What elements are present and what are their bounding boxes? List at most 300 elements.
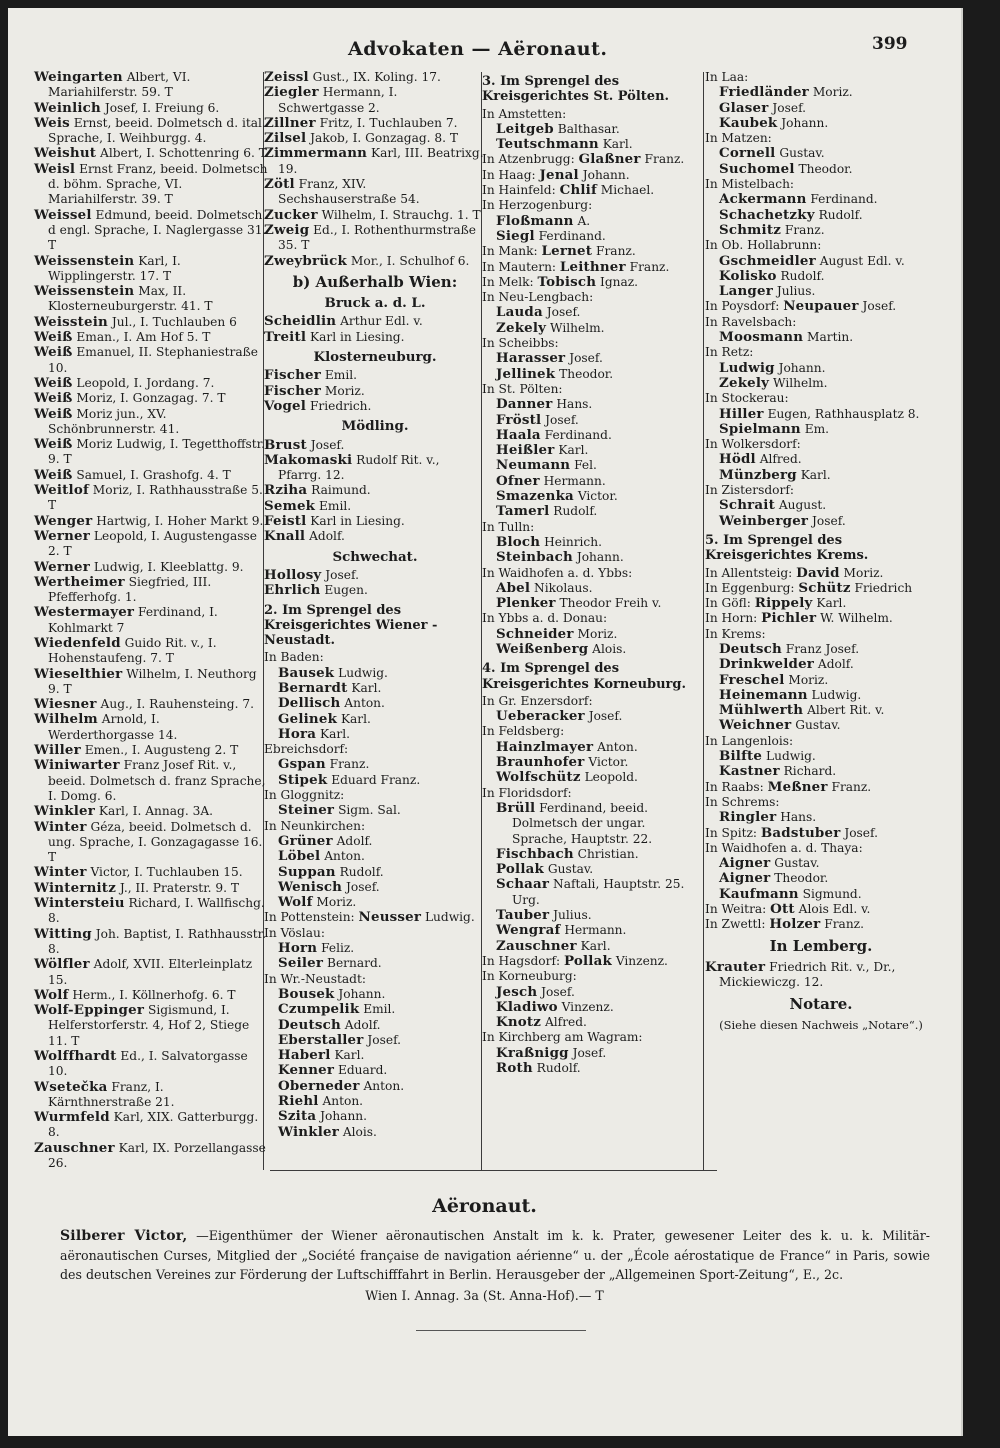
entry-name: Dellisch	[278, 695, 341, 712]
entry-text: Sigismund, I. Helferstorferstr. 4, Hof 2, Stiege 11. T	[48, 1003, 250, 1048]
entry-text: Wilhelm.	[550, 320, 605, 335]
place-name: In Korneuburg:	[482, 969, 577, 984]
entry-name: Moosmann	[719, 329, 804, 346]
directory-entry	[705, 422, 937, 437]
aeronaut-entry	[60, 1226, 930, 1284]
entry-text: Emil.	[324, 368, 357, 383]
entry-text: Guido Rit. v., I. Hohenstaufeng. 7. T	[48, 635, 217, 666]
column-3	[482, 70, 704, 1076]
entry-text: Karl.	[351, 680, 382, 695]
place-name: In Herzogenburg:	[482, 198, 593, 213]
entry-name: Treitl	[264, 328, 307, 345]
directory-entry	[264, 1125, 486, 1140]
entry-name: Weissenstein	[34, 252, 135, 269]
directory-entry	[705, 407, 937, 422]
entry-name: Kladiwo	[496, 998, 558, 1015]
directory-entry	[264, 1063, 486, 1078]
entry-name: Ackermann	[719, 191, 807, 208]
entry-text: J., II. Praterstr. 9. T	[119, 880, 240, 895]
entry-name: Zötl	[264, 176, 295, 193]
directory-entry	[264, 483, 486, 498]
entry-text: Josef.	[812, 513, 846, 528]
place-label	[482, 786, 704, 801]
entry-name: Steinbach	[496, 549, 573, 566]
entry-text: Karl in Liesing.	[310, 329, 405, 344]
entry-text: Leopold.	[584, 770, 638, 785]
entry-name: Ueberacker	[496, 708, 585, 725]
entry-text: Alois.	[592, 641, 627, 656]
directory-entry	[264, 895, 486, 910]
entry-text: Ignaz.	[600, 274, 639, 289]
entry-name: Ringler	[719, 809, 777, 826]
entry-text: Edmund, beeid. Dolmetsch d engl. Sprache, I. Naglergasse 31. T	[48, 207, 267, 253]
entry-name: Stipek	[278, 771, 328, 788]
entry-text: Franz.	[831, 779, 872, 794]
entry-name: Deutsch	[278, 1016, 341, 1033]
directory-entry	[705, 468, 937, 483]
entry-name: Czumpelik	[278, 1001, 360, 1018]
entry-text: Ed., I. Rothenthurmstraße 35. T	[278, 222, 476, 253]
entry-text: Alfred.	[544, 1015, 587, 1030]
entry-text: Ferdinand, I. Kohlmarkt 7	[48, 605, 218, 635]
entry-name: Löbel	[278, 848, 321, 865]
place-name: In Melk:	[482, 274, 534, 289]
place-name: In Zistersdorf:	[705, 483, 794, 498]
place-label	[705, 734, 937, 749]
entry-text: Franz.	[784, 222, 825, 237]
entry-text: Siegfried, III. Pfefferhofg. 1.	[48, 574, 212, 605]
entry-text: Adolf.	[344, 1017, 381, 1032]
entry-text: Hermann.	[543, 473, 606, 488]
place-name: In Mank:	[482, 244, 538, 259]
entry-name: Rziha	[264, 482, 308, 499]
entry-text: Julius.	[776, 284, 816, 299]
entry-name: Suppan	[278, 863, 336, 880]
entry-name: Abel	[496, 579, 531, 596]
place-name: In Floridsdorf:	[482, 785, 572, 800]
directory-entry	[264, 177, 486, 208]
entry-name: Glaßner	[578, 151, 641, 168]
entry-text: Aug., I. Rauhensteing. 7.	[100, 697, 254, 712]
entry-name: Wolfschütz	[496, 769, 581, 786]
directory-entry	[34, 820, 269, 866]
directory-entry	[34, 70, 269, 101]
entry-text: Friedrich Rit. v., Dr., Mickiewiczg. 12.	[719, 959, 896, 990]
entry-name: Neupauer	[783, 298, 859, 315]
directory-entry	[482, 740, 704, 755]
entry-text: Anton.	[324, 849, 365, 864]
page-number: 399	[872, 34, 908, 54]
entry-text: Josef.	[546, 305, 581, 320]
directory-entry	[705, 146, 937, 161]
entry-text: Franz.	[824, 917, 864, 932]
directory-entry	[482, 801, 704, 847]
directory-entry	[264, 1018, 486, 1033]
directory-entry	[264, 131, 486, 146]
directory-entry	[264, 70, 486, 85]
place-label	[482, 244, 704, 259]
place-name: In Neunkirchen:	[264, 818, 366, 833]
entry-text: Karl.	[558, 443, 589, 458]
entry-text: Heinrich.	[544, 534, 602, 549]
place-label	[705, 238, 937, 253]
directory-entry	[705, 361, 937, 376]
place-name: In Göfl:	[705, 596, 751, 611]
place-label	[705, 437, 937, 452]
section-5-heading: 5. Im Sprengel des Kreisgerichtes Krems.	[705, 532, 869, 564]
directory-entry	[482, 596, 704, 611]
entry-name: Semek	[264, 497, 316, 514]
directory-entry	[264, 583, 486, 598]
directory-entry	[482, 367, 704, 382]
entry-text: Franz Josef Rit. v., beeid. Dolmetsch d. franz Sprache, I. Domg. 6.	[48, 758, 266, 803]
entry-text: Karl.	[816, 596, 847, 611]
directory-entry	[34, 146, 269, 161]
directory-entry	[34, 437, 269, 468]
entry-text: Gustav.	[774, 856, 820, 871]
place-name: In Wolkersdorf:	[705, 437, 801, 452]
place-name: In Tulln:	[482, 519, 535, 534]
bruck-heading: Bruck a. d. L.	[324, 295, 426, 312]
place-name: In Weitra:	[705, 902, 767, 917]
directory-entry	[34, 560, 269, 575]
entry-name: Lauda	[496, 304, 543, 321]
entry-text: Eman., I. Am Hof 5. T	[76, 330, 211, 345]
entry-name: Drinkwelder	[719, 656, 815, 673]
place-label	[482, 260, 704, 275]
directory-entry	[264, 666, 486, 681]
directory-entry	[705, 162, 937, 177]
entry-text: Ernst Franz, beeid. Dolmetsch d. böhm. Sprache, VI. Mariahilferstr. 39. T	[48, 161, 268, 207]
entry-name: Kolisko	[719, 267, 777, 284]
entry-text: Franz.	[644, 152, 685, 167]
entry-name: Hödl	[719, 451, 756, 468]
entry-text: Eugen.	[324, 583, 368, 598]
place-label	[705, 177, 937, 192]
entry-name: Zilsel	[264, 130, 307, 147]
entry-text: Johann.	[582, 167, 630, 182]
entry-name: Ziegler	[264, 84, 319, 101]
entry-text: Richard, I. Wallfischg. 8.	[48, 896, 265, 926]
entry-name: Ofner	[496, 472, 540, 489]
place-name: In Hainfeld:	[482, 183, 556, 198]
entry-text: Sigm. Sal.	[338, 803, 401, 818]
entry-name: Holzer	[769, 916, 821, 933]
place-label	[482, 724, 704, 739]
directory-entry	[482, 443, 704, 458]
entry-name: Kaufmann	[719, 885, 799, 902]
directory-entry	[482, 862, 704, 877]
directory-entry	[705, 642, 937, 657]
column-4	[705, 70, 937, 1033]
directory-entry	[705, 101, 937, 116]
directory-entry	[264, 529, 486, 544]
directory-entry	[482, 1015, 704, 1030]
place-name: In Allentsteig:	[705, 565, 793, 580]
entry-name: Wenisch	[278, 878, 343, 895]
entry-name: Wieselthier	[34, 665, 123, 682]
entry-name: Westermayer	[34, 604, 135, 621]
directory-entry	[482, 581, 704, 596]
divider	[416, 1330, 586, 1331]
entry-name: Pichler	[761, 610, 817, 627]
place-label	[482, 1030, 704, 1045]
entry-text: Fel.	[574, 458, 597, 473]
place-label	[264, 742, 486, 757]
entry-text: Ferdinand.	[810, 192, 878, 207]
entry-text: Albert, VI. Mariahilferstr. 59. T	[48, 70, 191, 100]
entry-text: Karl, I. Wipplingerstr. 17. T	[48, 253, 181, 283]
place-label	[482, 183, 704, 198]
place-name: In St. Pölten:	[482, 381, 563, 396]
directory-entry	[34, 758, 269, 804]
entry-text: Joh. Baptist, I. Rathhausstr. 8.	[48, 926, 267, 956]
entry-text: Albert, I. Schottenring 6. T	[100, 146, 267, 161]
entry-text: Adolf.	[309, 529, 345, 544]
place-label	[705, 581, 937, 596]
directory-entry	[264, 499, 486, 514]
directory-entry	[264, 399, 486, 414]
entry-name: Plenker	[496, 595, 556, 612]
entry-name: Weissenstein	[34, 283, 135, 300]
place-name: In Ravelsbach:	[705, 314, 797, 329]
entry-text: Anton.	[344, 696, 385, 711]
section-3-heading: 3. Im Sprengel des Kreisgerichtes St. Pölten.	[482, 74, 670, 105]
entry-name: Weingarten	[34, 69, 123, 85]
place-label	[482, 152, 704, 167]
directory-entry	[705, 452, 937, 467]
directory-entry	[482, 877, 704, 908]
directory-entry	[264, 330, 486, 345]
directory-entry	[264, 1079, 486, 1094]
place-label	[482, 566, 704, 581]
place-name: In Gloggnitz:	[264, 788, 345, 803]
entry-name: Rippely	[754, 595, 813, 612]
directory-entry	[705, 871, 937, 886]
place-label	[482, 520, 704, 535]
place-label	[482, 290, 704, 305]
place-label	[482, 611, 704, 626]
entry-name: Weichner	[719, 717, 792, 734]
place-name: In Amstetten:	[482, 106, 567, 121]
lemberg-heading: In Lemberg.	[769, 936, 873, 955]
entry-text: Gustav.	[779, 146, 825, 161]
directory-entry	[264, 727, 486, 742]
directory-entry	[264, 254, 486, 269]
entry-text: Ferdinand.	[538, 228, 606, 243]
entry-text: Karl, IX. Porzellangasse 26.	[48, 1140, 266, 1171]
directory-entry	[34, 697, 269, 712]
entry-name: Wsetečka	[34, 1078, 108, 1095]
entry-text: Karl.	[340, 711, 371, 726]
directory-entry	[34, 988, 269, 1003]
entry-text: Moriz Ludwig, I. Tegetthoffstr. 9. T	[48, 437, 265, 467]
entry-text: Christian.	[577, 846, 639, 861]
directory-entry	[482, 755, 704, 770]
entry-text: Theodor.	[774, 871, 829, 886]
entry-name: Chlif	[559, 182, 597, 199]
entry-name: Badstuber	[760, 824, 841, 841]
entry-text: Rudolf Rit. v., Pfarrg. 12.	[278, 452, 440, 483]
entry-text: Johann.	[576, 550, 624, 565]
directory-entry	[264, 1033, 486, 1048]
directory-entry	[34, 391, 269, 406]
directory-entry	[34, 957, 269, 988]
entry-name: Jesch	[496, 983, 538, 1000]
place-name: In Matzen:	[705, 131, 772, 146]
entry-name: Szita	[278, 1108, 317, 1125]
entry-text: Alfred.	[759, 452, 802, 467]
place-label	[264, 819, 486, 834]
entry-text: Theodor.	[798, 161, 853, 176]
entry-name: Knall	[264, 528, 306, 545]
section-2-heading: 2. Im Sprengel des Kreisgerichtes Wiener - Neustadt.	[264, 602, 438, 649]
entry-name: Schütz	[798, 579, 851, 596]
entry-name: Neusser	[358, 909, 422, 926]
place-label	[264, 910, 486, 925]
entry-name: Gspan	[278, 756, 326, 773]
place-label	[482, 336, 704, 351]
entry-name: Weisstein	[34, 313, 108, 330]
entry-text: Josef.	[772, 100, 807, 115]
entry-name: Heinemann	[719, 686, 808, 703]
entry-text: Josef.	[541, 984, 575, 999]
entry-text: Richard.	[783, 764, 837, 779]
entry-text: Moriz, I. Gonzagag. 7. T	[76, 391, 226, 406]
entry-name: Makomaski	[264, 451, 353, 468]
directory-entry	[482, 413, 704, 428]
directory-entry	[34, 896, 269, 927]
entry-name: Kenner	[278, 1062, 335, 1079]
entry-text: Ernst, beeid. Dolmetsch d. ital. Sprache, I. Weihburgg. 4.	[48, 115, 266, 146]
directory-entry	[705, 85, 937, 100]
entry-name: Zucker	[264, 206, 318, 223]
entry-name: Weiß	[34, 329, 73, 346]
place-name: In Baden:	[264, 650, 324, 665]
directory-entry	[705, 192, 937, 207]
directory-entry	[264, 987, 486, 1002]
directory-entry	[482, 428, 704, 443]
place-name: In Raabs:	[705, 779, 764, 794]
directory-entry	[34, 284, 269, 315]
place-label	[705, 627, 937, 642]
directory-entry	[264, 849, 486, 864]
directory-entry	[264, 803, 486, 818]
directory-entry	[482, 397, 704, 412]
place-label	[705, 299, 937, 314]
entry-name: Winter	[34, 864, 87, 881]
entry-name: Weiß	[34, 405, 73, 422]
directory-entry	[34, 667, 269, 698]
entry-text: Naftali, Hauptstr. 25. Urg.	[512, 877, 685, 907]
directory-entry	[705, 269, 937, 284]
entry-name: Suchomel	[719, 160, 795, 177]
directory-entry	[34, 712, 269, 743]
column-2	[264, 70, 486, 1140]
entry-text: Samuel, I. Grashofg. 4. T	[76, 467, 231, 482]
entry-text: Hermann, I. Schwertgasse 2.	[278, 85, 398, 115]
entry-name: Zweybrück	[264, 252, 347, 269]
entry-name: Hollosy	[264, 566, 322, 583]
place-label	[705, 70, 937, 85]
directory-entry	[482, 535, 704, 550]
directory-entry	[705, 887, 937, 902]
entry-text: Franz, I. Kärnthnerstraße 21.	[48, 1079, 175, 1109]
entry-text: Emil.	[319, 498, 352, 513]
entry-name: Zauschner	[496, 937, 577, 954]
entry-text: Rudolf.	[818, 207, 863, 222]
entry-name: Werner	[34, 527, 91, 544]
entry-name: Wilhelm	[34, 711, 98, 728]
entry-text: Feliz.	[321, 941, 355, 956]
entry-text: Michael.	[600, 183, 655, 198]
entry-text: Karl.	[602, 137, 633, 152]
entry-name: Hora	[278, 725, 317, 742]
entry-name: Zekely	[719, 374, 770, 391]
entry-text: Karl.	[334, 1048, 365, 1063]
place-name: In Ybbs a. d. Donau:	[482, 611, 608, 626]
place-label	[705, 391, 937, 406]
place-name: In Schrems:	[705, 794, 780, 809]
entry-name: Ludwig	[719, 359, 775, 376]
section-4-heading: 4. Im Sprengel des Kreisgerichtes Korneuburg.	[482, 661, 687, 692]
directory-entry	[264, 116, 486, 131]
directory-entry	[34, 483, 269, 514]
entry-text: Leopold, I. Jordang. 7.	[76, 375, 215, 390]
entry-text: Johann.	[778, 360, 826, 375]
entry-name: Wolf	[34, 986, 69, 1003]
entry-text: Karl in Liesing.	[310, 514, 405, 529]
entry-text: Wilhelm.	[773, 375, 828, 390]
entry-name: Freschel	[719, 671, 785, 688]
entry-name: Werner	[34, 558, 91, 575]
entry-name: Fischer	[264, 382, 321, 399]
entry-name: Bausek	[278, 664, 335, 681]
entry-name: Krauter	[705, 958, 766, 975]
entry-name: Schneider	[496, 625, 574, 642]
entry-name: Winkler	[34, 803, 95, 820]
directory-entry	[482, 923, 704, 938]
place-name: In Mautern:	[482, 259, 557, 274]
entry-name: Gelinek	[278, 710, 338, 727]
entry-text: Jul., I. Tuchlauben 6	[111, 314, 237, 329]
entry-name: Siegl	[496, 227, 535, 244]
entry-name: Witting	[34, 925, 92, 942]
place-name: In Scheibbs:	[482, 336, 559, 351]
directory-entry	[34, 804, 269, 819]
place-label	[482, 198, 704, 213]
directory-entry	[482, 1046, 704, 1061]
entry-text: Vinzenz.	[561, 999, 614, 1014]
place-label	[705, 566, 937, 581]
moedling-heading: Mödling.	[341, 418, 409, 435]
entry-name: Zekely	[496, 319, 547, 336]
place-label	[264, 926, 486, 941]
entry-name: Winiwarter	[34, 757, 120, 774]
entry-text: Adolf.	[817, 657, 854, 672]
directory-entry	[705, 960, 937, 991]
place-label	[482, 694, 704, 709]
entry-name: Zeissl	[264, 69, 309, 85]
entry-text: Hans.	[780, 810, 817, 825]
entry-text: Victor.	[577, 489, 618, 504]
entry-text: Emanuel, II. Stephaniestraße 10.	[48, 345, 258, 375]
entry-name: Weishut	[34, 145, 97, 162]
entry-text: Emil.	[363, 1002, 396, 1017]
entry-name: Jenal	[539, 166, 579, 183]
entry-name: Pollak	[563, 952, 612, 969]
directory-entry	[264, 384, 486, 399]
